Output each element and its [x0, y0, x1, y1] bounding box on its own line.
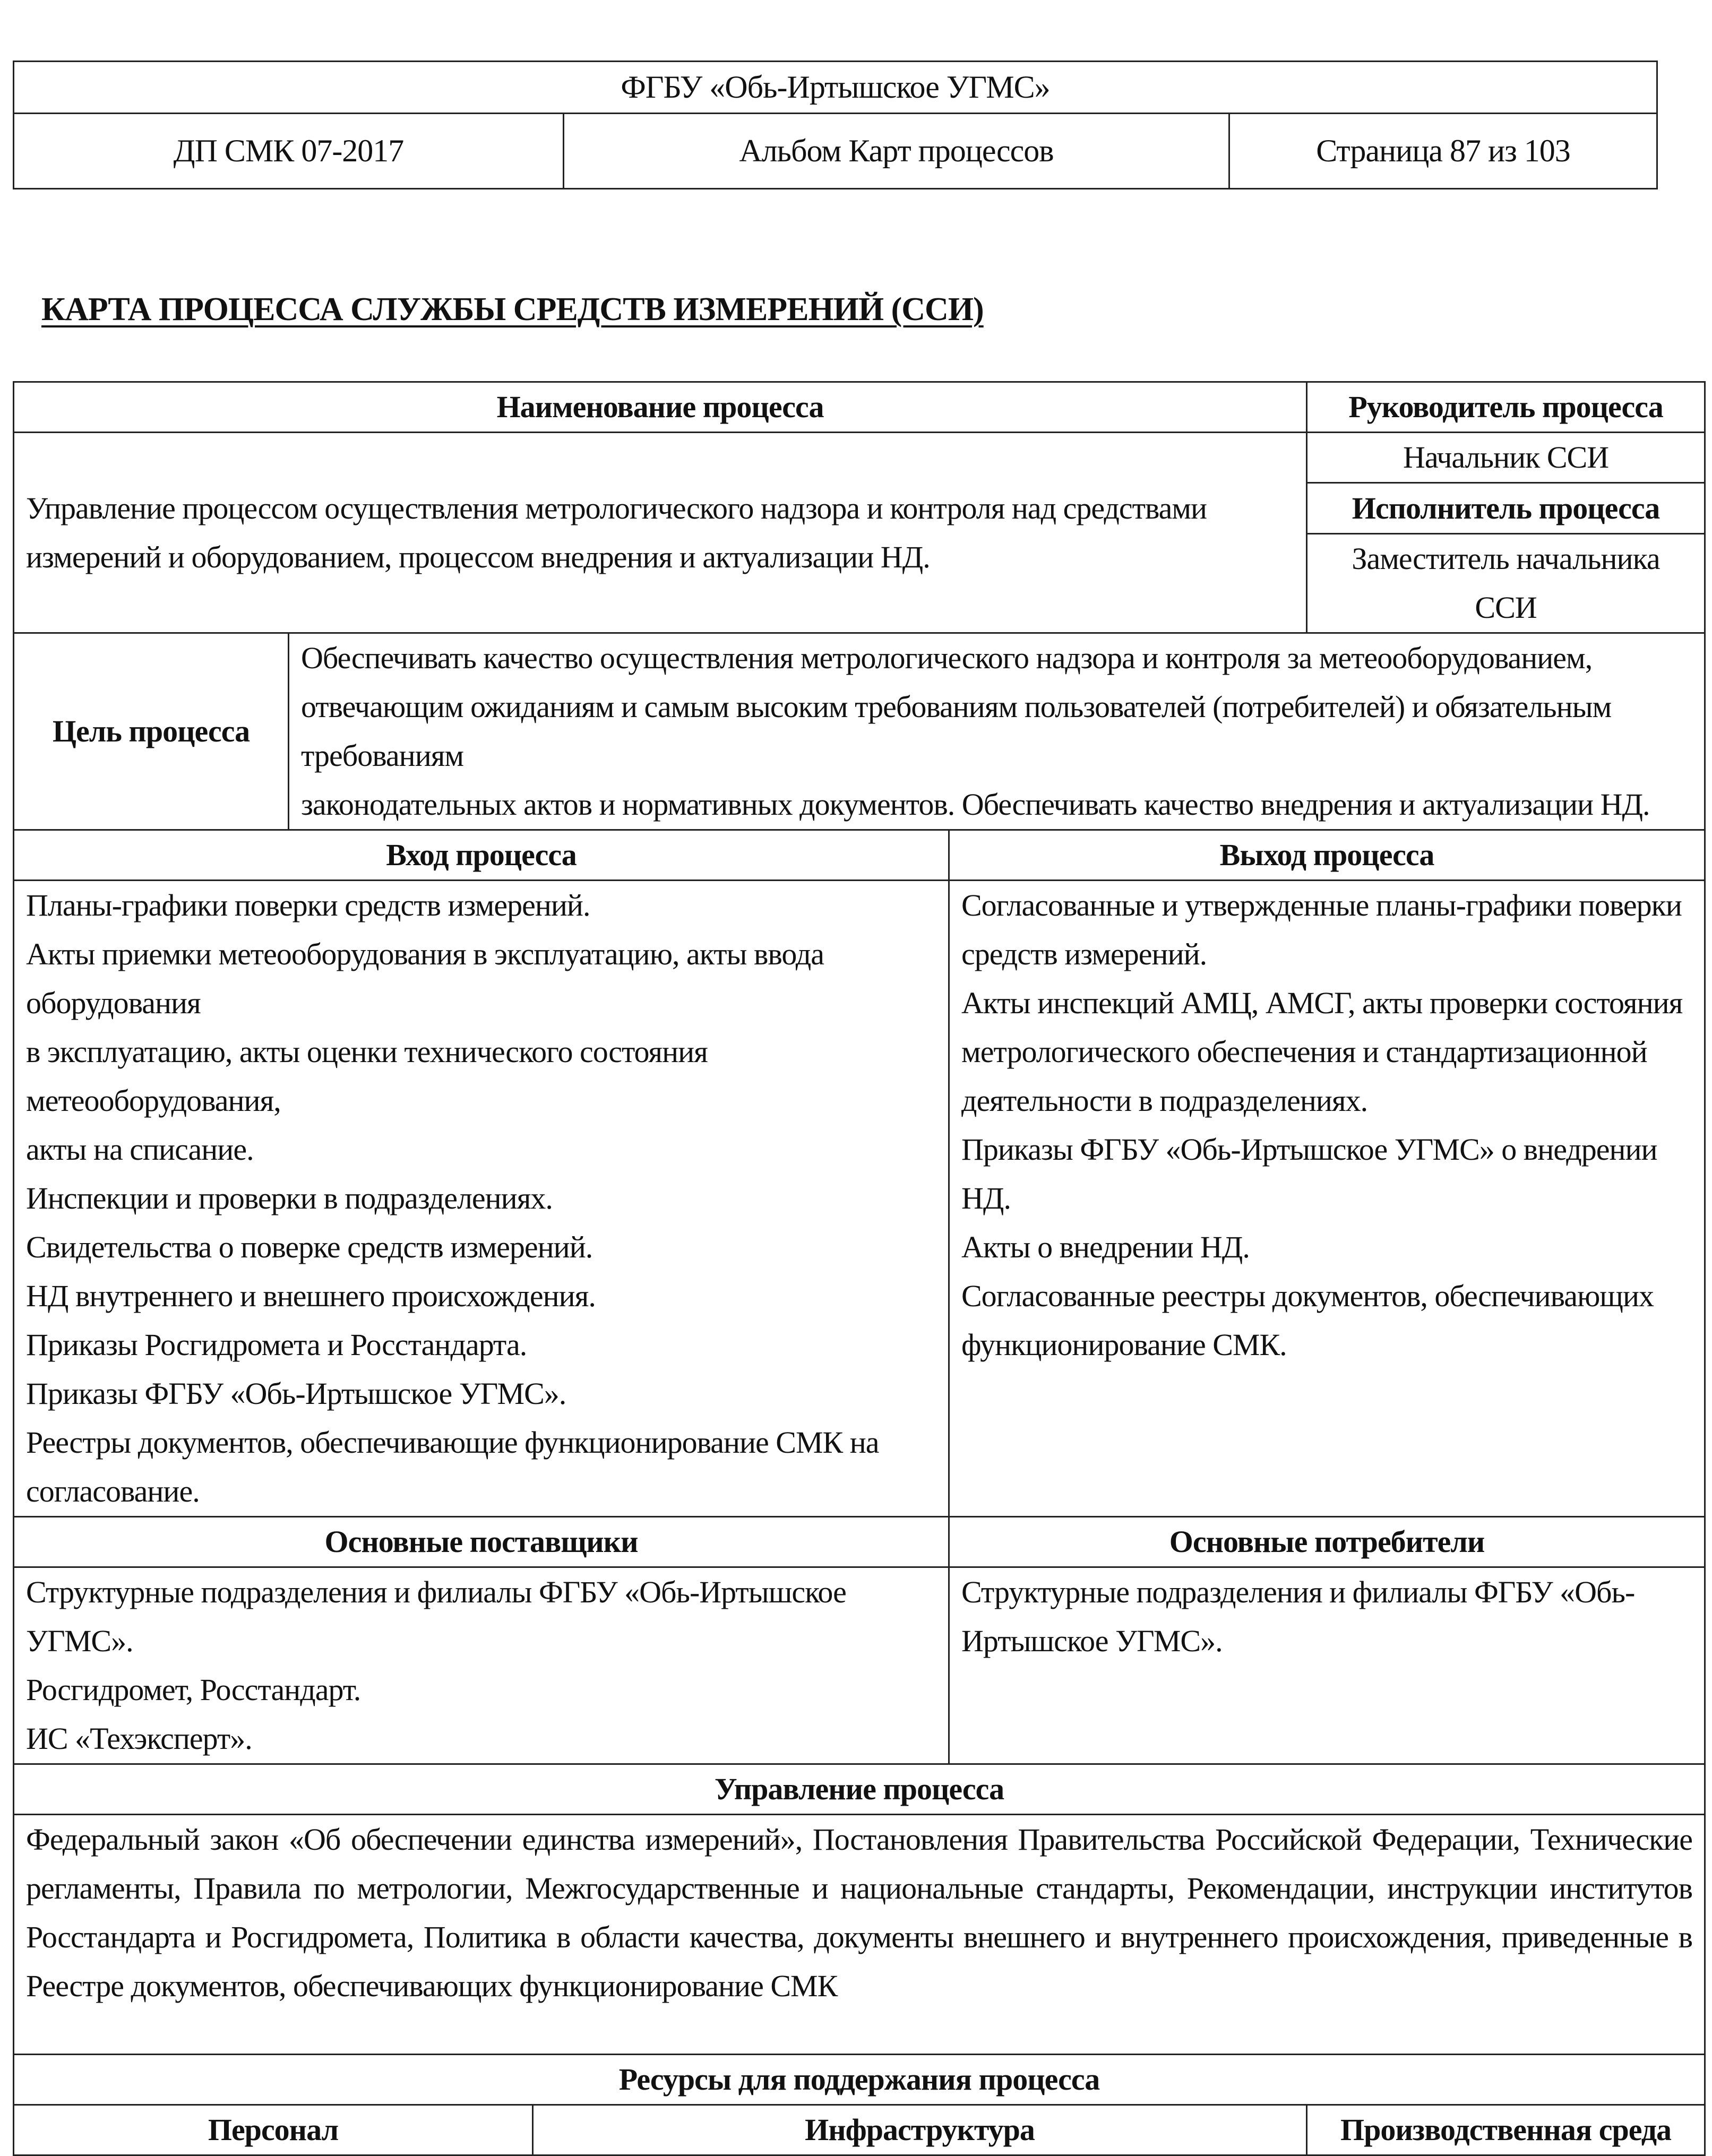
album-title: Альбом Карт процессов	[564, 114, 1229, 189]
resource-column-infrastructure: Инфраструктура	[533, 2105, 1307, 2155]
input-line: НД внутреннего и внешнего происхождения.	[26, 1279, 596, 1313]
output-line: Приказы ФГБУ «Обь-Иртышское УГМС» о внедрении НД.	[961, 1132, 1657, 1215]
resources-header: Ресурсы для поддержания процесса	[14, 2055, 1705, 2105]
input-line: согласование.	[26, 1474, 200, 1508]
input-line: Приказы ФГБУ «Обь-Иртышское УГМС».	[26, 1376, 566, 1411]
output-line: Акты инспекций АМЦ, АМСГ, акты проверки состояния	[961, 986, 1683, 1020]
process-name-header: Наименование процесса	[14, 382, 1307, 433]
input-line: акты на списание.	[26, 1132, 254, 1167]
goal-line: законодательных актов и нормативных документов. Обеспечивать качество внедрения и актуализации НД.	[301, 787, 1650, 822]
process-executor-value: Заместитель начальника ССИ	[1307, 534, 1705, 633]
suppliers-header: Основные поставщики	[14, 1517, 949, 1567]
process-executor-header: Исполнитель процесса	[1307, 483, 1705, 534]
process-leader-value: Начальник ССИ	[1307, 433, 1705, 483]
input-line: Акты приемки метеооборудования в эксплуатацию, акты ввода оборудования	[26, 937, 824, 1020]
supplier-line: Структурные подразделения и филиалы ФГБУ «Обь-Иртышское УГМС».	[26, 1575, 846, 1658]
process-output-header: Выход процесса	[949, 830, 1705, 881]
output-line: метрологического обеспечения и стандартизационной	[961, 1034, 1647, 1069]
page-number: Страница 87 из 103	[1229, 114, 1657, 189]
page-title: КАРТА ПРОЦЕССА СЛУЖБЫ СРЕДСТВ ИЗМЕРЕНИЙ (ССИ)	[41, 291, 984, 327]
input-line: Инспекции и проверки в подразделениях.	[26, 1181, 553, 1215]
input-line: в эксплуатацию, акты оценки технического состояния метеооборудования,	[26, 1034, 708, 1118]
output-line: Согласованные реестры документов, обеспечивающих	[961, 1279, 1654, 1313]
input-line: Свидетельства о поверке средств измерений.	[26, 1230, 593, 1264]
process-goal-text	[289, 633, 1705, 830]
output-line: функционирование СМК.	[961, 1327, 1287, 1362]
process-input-header: Вход процесса	[14, 830, 949, 881]
process-card-table	[13, 381, 1706, 2156]
process-input-list	[14, 881, 949, 1517]
input-line: Планы-графики поверки средств измерений.	[26, 888, 590, 922]
goal-line: Обеспечивать качество осуществления метрологического надзора и контроля за метеооборудованием,	[301, 641, 1593, 675]
document-header-table	[13, 61, 1658, 189]
input-line: Реестры документов, обеспечивающие функционирование СМК на	[26, 1425, 879, 1460]
resource-column-personnel: Персонал	[14, 2105, 533, 2155]
suppliers-list	[14, 1567, 949, 1764]
output-line: Согласованные и утвержденные планы-графики поверки	[961, 888, 1682, 922]
management-header: Управление процесса	[14, 1764, 1705, 1815]
management-text: Федеральный закон «Об обеспечении единства измерений», Постановления Правительства Российской Федерации, Технические регламенты, Правила по метрологии, Межгосударственные и национальные стандарты, Рекомендации, инструкции институтов Росстандарта и Росгидромета, Политика в области качества, документы внешнего и внутреннего происхождения, приведенные в Реестре документов, обеспечивающих функционирование СМК	[14, 1815, 1705, 2055]
organization-name: ФГБУ «Обь-Иртышское УГМС»	[14, 62, 1657, 114]
consumers-list	[949, 1567, 1705, 1764]
output-line: Акты о внедрении НД.	[961, 1230, 1250, 1264]
goal-line: отвечающим ожиданиям и самым высоким требованиям пользователей (потребителей) и обязательным требованиям	[301, 689, 1612, 773]
consumers-header: Основные потребители	[949, 1517, 1705, 1567]
input-line: Приказы Росгидромета и Росстандарта.	[26, 1327, 527, 1362]
process-leader-header: Руководитель процесса	[1307, 382, 1705, 433]
document-code: ДП СМК 07-2017	[14, 114, 564, 189]
supplier-line: Росгидромет, Росстандарт.	[26, 1672, 361, 1707]
process-goal-header: Цель процесса	[14, 633, 289, 830]
resource-column-environment: Производственная среда	[1307, 2105, 1705, 2155]
consumer-line: Структурные подразделения и филиалы ФГБУ «Обь-	[961, 1575, 1635, 1609]
output-line: деятельности в подразделениях.	[961, 1083, 1368, 1118]
output-line: средств измерений.	[961, 937, 1207, 971]
process-name-text: Управление процессом осуществления метрологического надзора и контроля над средствами измерений и оборудованием, процессом внедрения и актуализации НД.	[14, 433, 1307, 633]
consumer-line: Иртышское УГМС».	[961, 1624, 1223, 1658]
process-output-list	[949, 881, 1705, 1517]
supplier-line: ИС «Техэксперт».	[26, 1721, 252, 1756]
